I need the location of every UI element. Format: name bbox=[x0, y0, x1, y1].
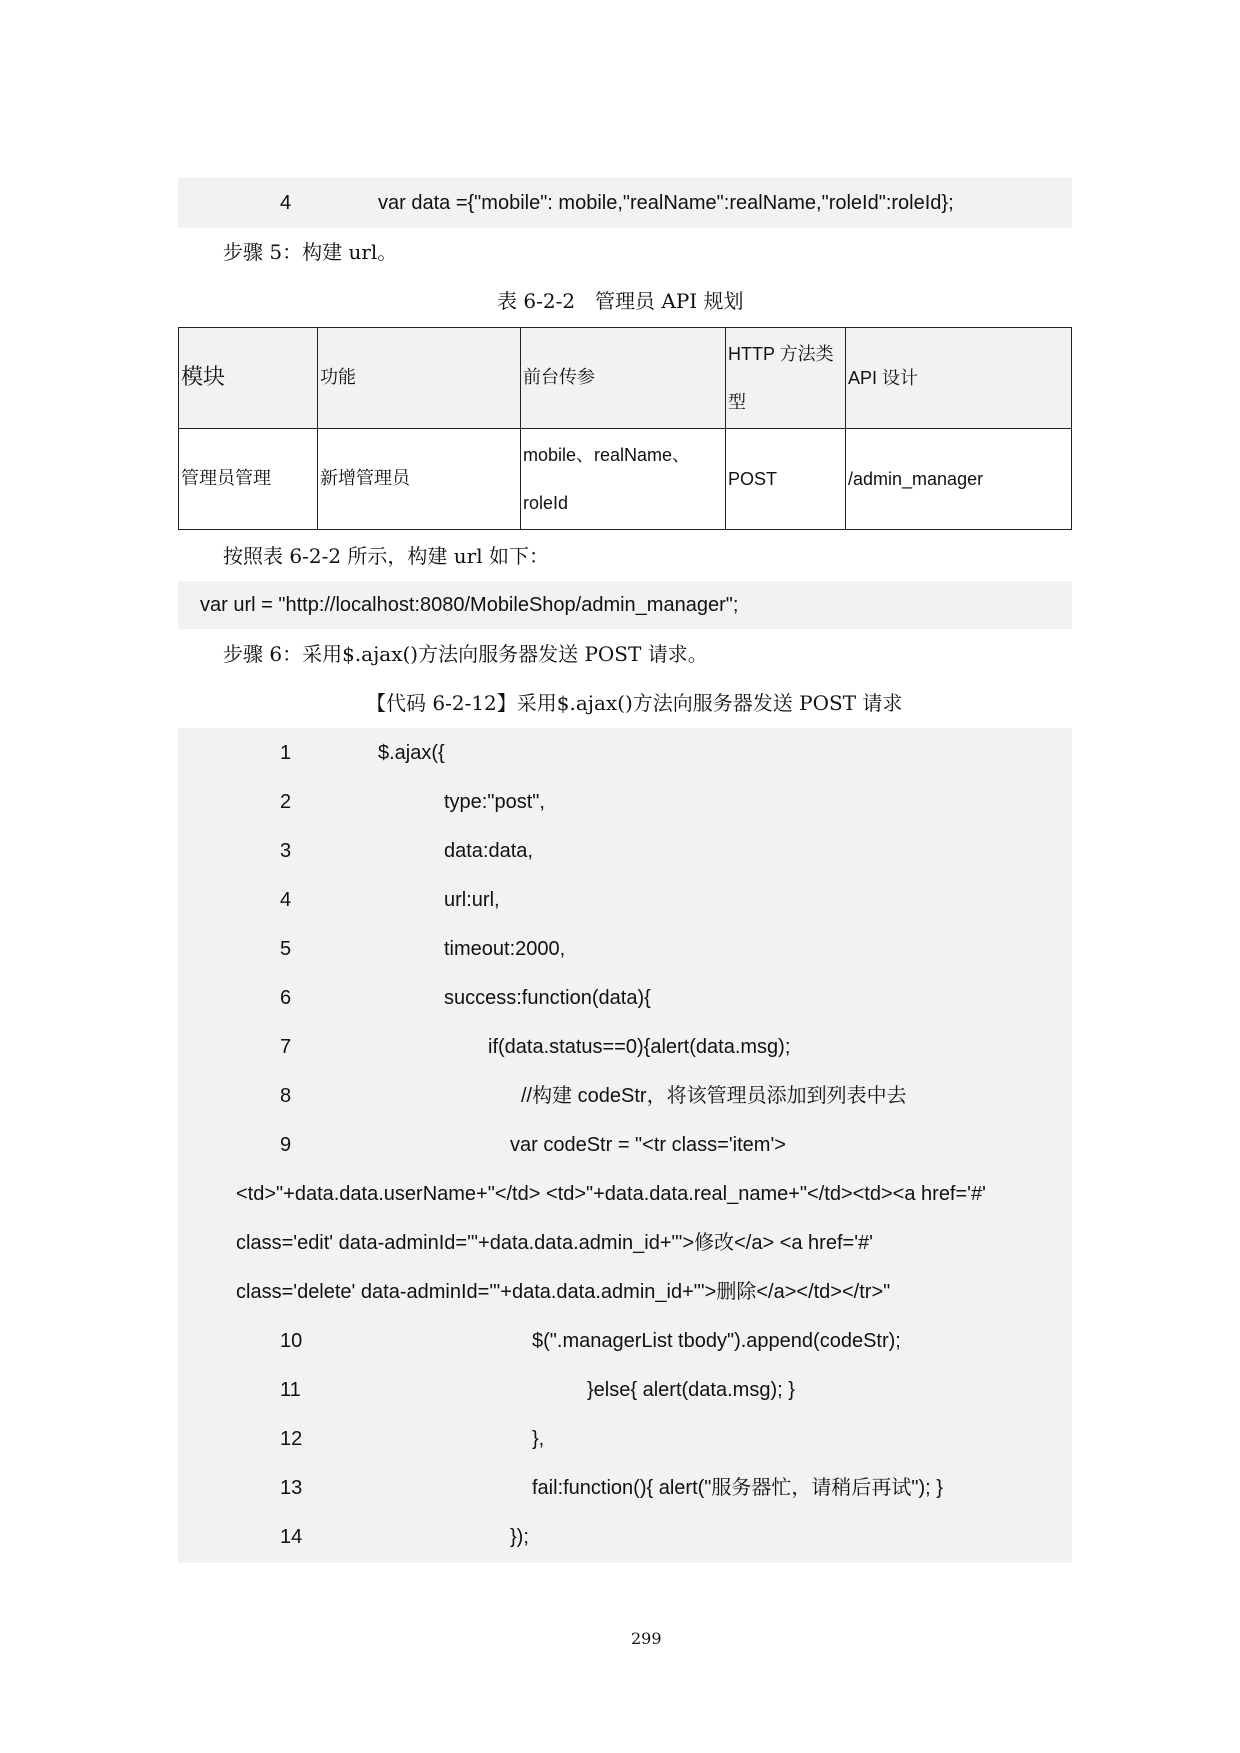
code-text: class='delete' data-adminId='"+data.data.admin_id+"'>删除</a></td></tr>" bbox=[236, 1281, 891, 1303]
page-number: 299 bbox=[631, 1629, 662, 1648]
line-number: 5 bbox=[280, 938, 292, 960]
code-text: $(".managerList tbody").append(codeStr); bbox=[532, 1330, 901, 1352]
code-text: $.ajax({ bbox=[378, 742, 445, 764]
code-text: url:url, bbox=[444, 889, 500, 911]
table-header-row bbox=[179, 328, 1072, 429]
cell-function: 新增管理员 bbox=[318, 429, 521, 530]
line-number: 4 bbox=[280, 192, 292, 214]
code-caption: 【代码 6-2-12】采用$.ajax()方法向服务器发送 POST 请求 bbox=[366, 691, 903, 715]
code-text: data:data, bbox=[444, 840, 533, 862]
line-number: 3 bbox=[280, 840, 292, 862]
table-caption: 表 6-2-2 管理员 API 规划 bbox=[497, 289, 744, 313]
code-line: var data ={"mobile": mobile,"realName":realName,"roleId":roleId}; bbox=[378, 192, 954, 214]
code-text: }); bbox=[510, 1526, 529, 1548]
line-number: 2 bbox=[280, 791, 292, 813]
header-params: 前台传参 bbox=[521, 328, 726, 429]
code-text: success:function(data){ bbox=[444, 987, 651, 1009]
cell-module: 管理员管理 bbox=[179, 429, 318, 530]
header-module: 模块 bbox=[179, 328, 318, 429]
code-text: <td>"+data.data.userName+"</td> <td>"+data.data.real_name+"</td><td><a href='#' bbox=[236, 1183, 986, 1205]
code-text: type:"post", bbox=[444, 791, 545, 813]
line-number: 8 bbox=[280, 1085, 292, 1107]
code-text: if(data.status==0){alert(data.msg); bbox=[488, 1036, 791, 1058]
line-number: 7 bbox=[280, 1036, 292, 1058]
line-number: 10 bbox=[280, 1330, 303, 1352]
api-table bbox=[178, 327, 1072, 530]
line-number: 14 bbox=[280, 1526, 303, 1548]
line-number: 11 bbox=[280, 1379, 301, 1401]
header-function: 功能 bbox=[318, 328, 521, 429]
cell-method: POST bbox=[726, 429, 846, 530]
code-text: class='edit' data-adminId='"+data.data.admin_id+"'>修改</a> <a href='#' bbox=[236, 1232, 873, 1254]
header-api: API 设计 bbox=[846, 328, 1072, 429]
code-text: timeout:2000, bbox=[444, 938, 566, 960]
table-row bbox=[179, 429, 1072, 530]
code-text: }, bbox=[532, 1428, 545, 1450]
code-text: //构建 codeStr，将该管理员添加到列表中去 bbox=[521, 1085, 907, 1107]
line-number: 1 bbox=[280, 742, 292, 764]
header-http-method: HTTP 方法类型 bbox=[726, 328, 846, 429]
line-number: 9 bbox=[280, 1134, 292, 1156]
cell-params: mobile、realName、roleId bbox=[521, 429, 726, 530]
line-number: 6 bbox=[280, 987, 292, 1009]
url-intro-text: 按照表 6-2-2 所示，构建 url 如下： bbox=[223, 544, 549, 568]
cell-api: /admin_manager bbox=[846, 429, 1072, 530]
step-5-text: 步骤 5：构建 url。 bbox=[223, 240, 398, 264]
code-text: fail:function(){ alert("服务器忙，请稍后再试"); } bbox=[532, 1477, 943, 1499]
code-text: var codeStr = "<tr class='item'> bbox=[510, 1134, 786, 1156]
code-text: }else{ alert(data.msg); } bbox=[587, 1379, 795, 1401]
line-number: 4 bbox=[280, 889, 292, 911]
url-code-line: var url = "http://localhost:8080/MobileShop/admin_manager"; bbox=[200, 594, 739, 616]
line-number: 12 bbox=[280, 1428, 303, 1450]
step-6-text: 步骤 6：采用$.ajax()方法向服务器发送 POST 请求。 bbox=[223, 642, 708, 666]
line-number: 13 bbox=[280, 1477, 303, 1499]
